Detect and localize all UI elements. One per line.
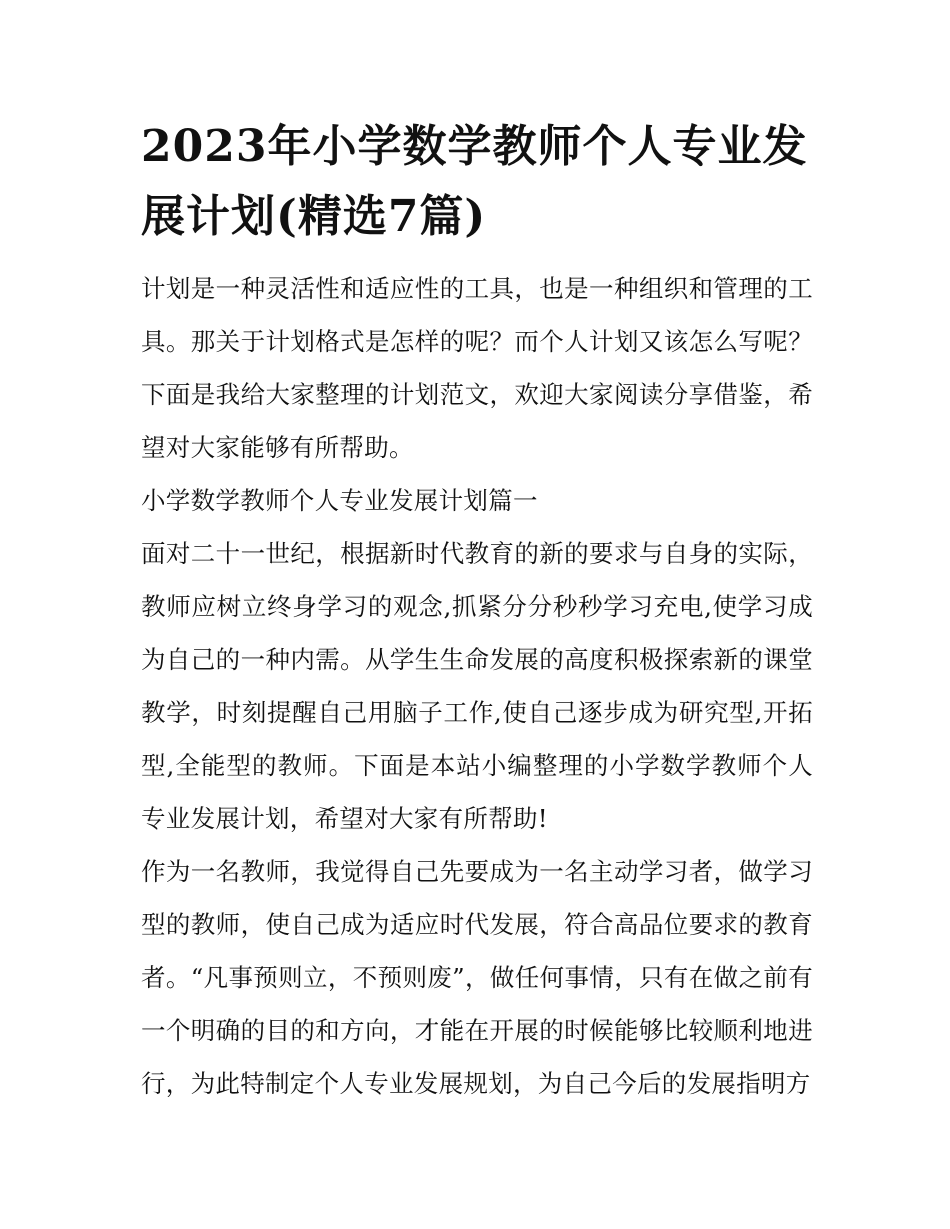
document-content [141, 112, 813, 1110]
intro-paragraph: 计划是一种灵活性和适应性的工具，也是一种组织和管理的工具。那关于计划格式是怎样的呢？而个人计划又该怎么写呢？下面是我给大家整理的计划范文，欢迎大家阅读分享借鉴，希望对大家能够有所帮助。 [141, 274, 813, 462]
section-heading: 小学数学教师个人专业发展计划篇一 [141, 486, 538, 515]
body-paragraph: 面对二十一世纪，根据新时代教育的新的要求与自身的实际，教师应树立终身学习的观念,抓紧分分秒秒学习充电,使学习成为自己的一种内需。从学生生命发展的高度积极探索新的课堂教学，时刻提醒自己用脑子工作,使自己逐步成为研究型,开拓型,全能型的教师。下面是本站小编整理的小学数学教师个人专业发展计划，希望对大家有所帮助! [141, 539, 813, 833]
body-paragraph: 作为一名教师，我觉得自己先要成为一名主动学习者，做学习型的教师，使自己成为适应时代发展，符合高品位要求的教育者。“凡事预则立，不预则废”，做任何事情，只有在做之前有一个明确的目的和方向，才能在开展的时候能够比较顺利地进行，为此特制定个人专业发展规划，为自己今后的发展指明方 [141, 857, 813, 1098]
document-title: 2023年小学数学教师个人专业发展计划(精选7篇) [141, 121, 808, 242]
document-body [141, 262, 813, 1110]
